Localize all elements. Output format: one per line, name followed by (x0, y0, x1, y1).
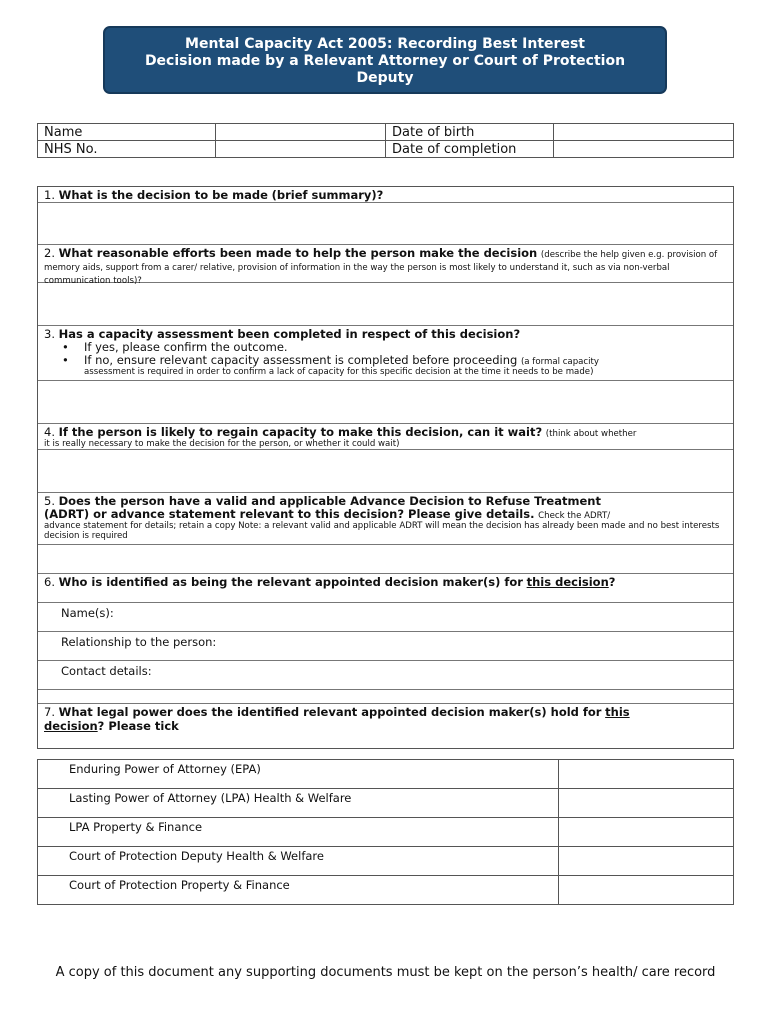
form-title-line-1: Mental Capacity Act 2005: Recording Best Interest (185, 36, 585, 52)
power-tick-box[interactable] (559, 876, 734, 905)
form-title-line-2: Decision made by a Relevant Attorney or Court of Protection (144, 53, 626, 69)
answer-5-field[interactable] (38, 545, 733, 574)
question-6-title: Who is identified as being the relevant appointed decision maker(s) for (58, 575, 523, 589)
power-option-label: Court of Protection Deputy Health & Welfare (38, 847, 559, 876)
nhs-number-field[interactable] (216, 141, 386, 158)
retention-footer-note: A copy of this document any supporting documents must be kept on the person’s health/ care record (55, 965, 716, 980)
name-label: Name (38, 124, 216, 141)
answer-1-field[interactable] (38, 203, 733, 245)
question-2: 2. What reasonable efforts been made to help the person make the decision (describe the help given e.g. provision of memory aids, support from a carer/ relative, provision of information in the way the person is most likely to understand it, such as via non-verbal communication tools)? (38, 245, 733, 283)
table-row (38, 818, 734, 847)
form-title-banner (103, 26, 667, 94)
power-option-label: LPA Property & Finance (38, 818, 559, 847)
form-title-line-3: Deputy (356, 70, 414, 86)
completion-date-field[interactable] (554, 141, 734, 158)
power-tick-box[interactable] (559, 760, 734, 789)
question-5: 5. Does the person have a valid and applicable Advance Decision to Refuse Treatment (ADRT) or advance statement relevant to this decision? Please give details. Check the ADRT/ advance statement for details; retain a copy Note: a relevant valid and applicable ADRT will mean the decision has already been made and no best interests decision is required (38, 493, 733, 545)
decision-maker-relationship-field[interactable]: Relationship to the person: (38, 632, 733, 661)
question-6: 6. Who is identified as being the relevant appointed decision maker(s) for this decision? (38, 574, 733, 603)
table-row (38, 789, 734, 818)
answer-2-field[interactable] (38, 283, 733, 326)
question-5-title: Does the person have a valid and applicable Advance Decision to Refuse Treatment (58, 494, 601, 508)
question-2-title: What reasonable efforts been made to help the person make the decision (58, 246, 538, 260)
table-row (38, 847, 734, 876)
answer-4-field[interactable] (38, 450, 733, 493)
power-option-label: Court of Protection Property & Finance (38, 876, 559, 905)
name-field[interactable] (216, 124, 386, 141)
dob-field[interactable] (554, 124, 734, 141)
power-option-label: Enduring Power of Attorney (EPA) (38, 760, 559, 789)
table-row (38, 760, 734, 789)
answer-3-field[interactable] (38, 381, 733, 424)
power-tick-box[interactable] (559, 847, 734, 876)
power-option-label: Lasting Power of Attorney (LPA) Health & Welfare (38, 789, 559, 818)
patient-info-table (37, 123, 734, 158)
table-row (38, 876, 734, 905)
decision-form (37, 186, 734, 749)
question-3: 3. Has a capacity assessment been completed in respect of this decision? • If yes, please confirm the outcome. • If no, ensure relevant capacity assessment is completed before proceeding (a formal capacity assessment is required in order to confirm a lack of capacity for this specific decision at the time it needs to be made) (38, 326, 733, 381)
question-4: 4. If the person is likely to regain capacity to make this decision, can it wait? (think about whether it is really necessary to make the decision for the person, or whether it could wait) (38, 424, 733, 450)
spacer-row (38, 690, 733, 704)
question-1-title: What is the decision to be made (58, 188, 268, 202)
question-7: 7. What legal power does the identified relevant appointed decision maker(s) hold for this decision? Please tick (44, 705, 630, 733)
power-tick-box[interactable] (559, 789, 734, 818)
question-4-title: If the person is likely to regain capacity to make this decision, can it wait? (58, 425, 543, 439)
nhs-number-label: NHS No. (38, 141, 216, 158)
question-1: 1. What is the decision to be made (brief summary)? (38, 187, 733, 203)
dob-label: Date of birth (386, 124, 554, 141)
decision-maker-names-field[interactable]: Name(s): (38, 603, 733, 632)
question-7-title: What legal power does the identified relevant appointed decision maker(s) hold for (58, 705, 602, 719)
power-tick-box[interactable] (559, 818, 734, 847)
decision-maker-contact-field[interactable]: Contact details: (38, 661, 733, 690)
completion-date-label: Date of completion (386, 141, 554, 158)
question-3-title: Has a capacity assessment been completed in respect of this decision? (58, 327, 521, 341)
legal-power-tick-table (37, 759, 734, 905)
